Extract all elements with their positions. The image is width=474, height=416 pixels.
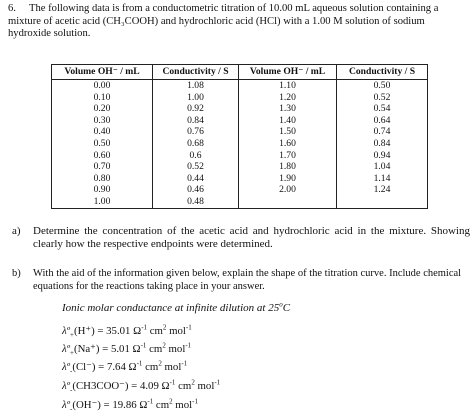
table-cell: 0.50: [337, 80, 428, 92]
table-cell: 1.00: [52, 196, 153, 208]
part-b-label: b): [12, 268, 21, 279]
ionic-conductance-line: λº$_-$(Cl⁻) = 7.64 $\Omega^{-1}$ $cm^2$ mol$^{-1}$: [62, 359, 188, 376]
table-row: [52, 115, 428, 127]
table-cell: 0.84: [153, 115, 239, 127]
ionic-conductance-line: λº$_-$(CH3COO⁻) = 4.09 $\Omega^{-1}$ $cm^2$ mol$^{-1}$: [62, 378, 221, 395]
table-body: [52, 80, 428, 209]
table-row: [52, 196, 428, 208]
table-cell: 0.48: [153, 196, 239, 208]
intro-line-1: The following data is from a conductometric titration of 10.00 mL aqueous solution containing a: [29, 3, 439, 14]
ionic-conductance-line: λº$_+$(Na⁺) = 5.01 $\Omega^{-1}$ $cm^2$ mol$^{-1}$: [62, 341, 192, 358]
table-cell: 0.64: [337, 115, 428, 127]
table-cell: 0.80: [52, 173, 153, 185]
table-row: [52, 173, 428, 185]
table-cell: 1.30: [239, 103, 337, 115]
table-cell: 0.10: [52, 92, 153, 104]
table-cell: 0.52: [153, 161, 239, 173]
table-cell: 0.00: [52, 80, 153, 92]
table-cell: 1.50: [239, 126, 337, 138]
table-cell: 1.14: [337, 173, 428, 185]
table-row: [52, 126, 428, 138]
table-cell: [337, 196, 428, 208]
table-cell: 0.50: [52, 138, 153, 150]
table-row: [52, 92, 428, 104]
table-cell: 0.40: [52, 126, 153, 138]
table-row: [52, 80, 428, 92]
table-cell: 1.60: [239, 138, 337, 150]
table-cell: 1.04: [337, 161, 428, 173]
header-volume-2: Volume OH⁻ / mL: [239, 65, 337, 80]
table-cell: 0.30: [52, 115, 153, 127]
table-cell: 0.44: [153, 173, 239, 185]
table-cell: 0.74: [337, 126, 428, 138]
ionic-conductance-title: Ionic molar conductance at infinite dilution at 25$^o$C: [62, 300, 291, 314]
table-cell: 0.52: [337, 92, 428, 104]
table-cell: 0.90: [52, 184, 153, 196]
table-row: [52, 150, 428, 162]
table-cell: [239, 196, 337, 208]
table-cell: 1.80: [239, 161, 337, 173]
table-cell: 1.00: [153, 92, 239, 104]
ionic-conductance-line: λº$_+$(H⁺) = 35.01 $\Omega^{-1}$ $cm^2$ mol$^{-1}$: [62, 323, 192, 340]
table-cell: 1.10: [239, 80, 337, 92]
header-conductivity-2: Conductivity / S: [337, 65, 428, 80]
table-cell: 0.94: [337, 150, 428, 162]
header-conductivity-1: Conductivity / S: [153, 65, 239, 80]
table-cell: 1.24: [337, 184, 428, 196]
table-cell: 0.54: [337, 103, 428, 115]
intro-line-2: mixture of acetic acid (CH₃COOH) and hydrochloric acid (HCl) with a 1.00 M solution of sodium: [8, 15, 425, 27]
table-cell: 0.76: [153, 126, 239, 138]
part-b: [12, 268, 470, 293]
table-cell: 0.60: [52, 150, 153, 162]
question-intro: [8, 3, 466, 41]
header-volume-1: Volume OH⁻ / mL: [52, 65, 153, 80]
table-cell: 0.6: [153, 150, 239, 162]
table-row: [52, 161, 428, 173]
table-cell: 1.90: [239, 173, 337, 185]
ionic-conductance-line: λº$_-$(OH⁻) = 19.86 $\Omega^{-1}$ $cm^2$ mol$^{-1}$: [62, 397, 198, 414]
table-cell: 0.68: [153, 138, 239, 150]
table-cell: 0.70: [52, 161, 153, 173]
table-cell: 1.08: [153, 80, 239, 92]
table-cell: 0.46: [153, 184, 239, 196]
part-a-label: a): [12, 225, 21, 237]
titration-data-table: [51, 64, 428, 209]
question-number: 6.: [8, 3, 16, 14]
table-cell: 1.20: [239, 92, 337, 104]
table-cell: 0.84: [337, 138, 428, 150]
table-header-row: [52, 65, 428, 80]
table-cell: 0.92: [153, 103, 239, 115]
table-row: [52, 184, 428, 196]
part-b-text: With the aid of the information given below, explain the shape of the titration curve. Include chemical equations for the reactions taking place in your answer.: [33, 268, 462, 292]
part-a: [12, 225, 470, 252]
table-cell: 2.00: [239, 184, 337, 196]
part-a-text: Determine the concentration of the acetic acid and hydrochloric acid in the mixture. Showing clearly how the respective endpoints were determined.: [33, 225, 470, 251]
intro-line-3: hydroxide solution.: [8, 28, 91, 40]
table-cell: 1.70: [239, 150, 337, 162]
table-cell: 0.20: [52, 103, 153, 115]
table-row: [52, 103, 428, 115]
table-cell: 1.40: [239, 115, 337, 127]
table-row: [52, 138, 428, 150]
